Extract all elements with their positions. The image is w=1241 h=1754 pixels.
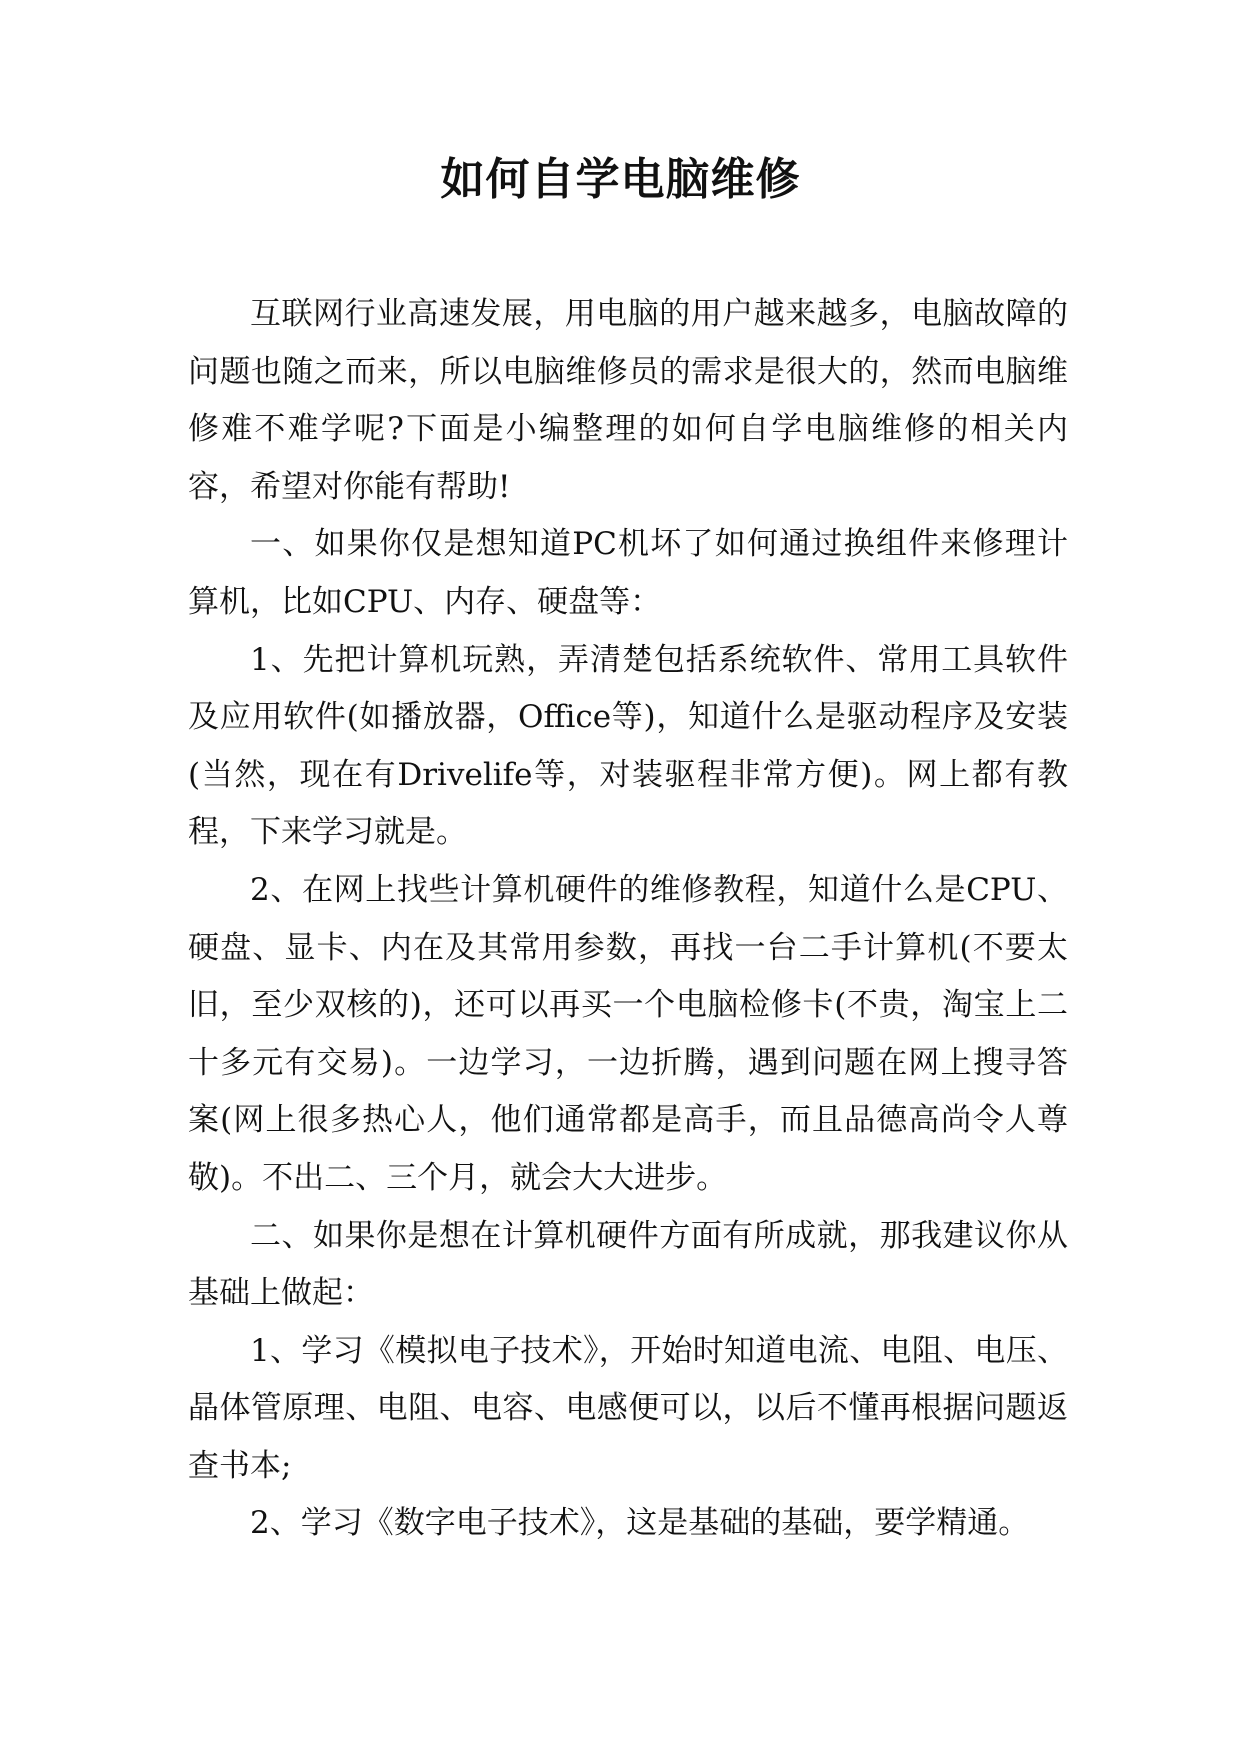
paragraph-item-1-2: 2、在网上找些计算机硬件的维修教程，知道什么是CPU、硬盘、显卡、内在及其常用参数，再找一台二手计算机(不要太旧，至少双核的)，还可以再买一个电脑检修卡(不贵，淘宝上二十多元有交易)。一边学习，一边折腾，遇到问题在网上搜寻答案(网上很多热心人，他们通常都是高手，而且品德高尚令人尊敬)。不出二、三个月，就会大大进步。 (188, 871, 1068, 1196)
paragraph-item-2-1: 1、学习《模拟电子技术》，开始时知道电流、电阻、电压、晶体管原理、电阻、电容、电感便可以，以后不懂再根据问题返查书本; (188, 1332, 1068, 1484)
paragraph-section-2: 二、如果你是想在计算机硬件方面有所成就，那我建议你从基础上做起： (188, 1217, 1068, 1312)
document-body (188, 286, 1068, 1553)
paragraph-intro: 互联网行业高速发展，用电脑的用户越来越多，电脑故障的问题也随之而来，所以电脑维修员的需求是很大的，然而电脑维修难不难学呢?下面是小编整理的如何自学电脑维修的相关内容，希望对你能有帮助! (188, 296, 1068, 505)
document-title: 如何自学电脑维修 (440, 154, 801, 205)
paragraph-item-2-2: 2、学习《数字电子技术》，这是基础的基础，要学精通。 (250, 1505, 1030, 1542)
paragraph-section-1: 一、如果你仅是想知道PC机坏了如何通过换组件来修理计算机，比如CPU、内存、硬盘等： (188, 526, 1068, 620)
paragraph-item-1-1: 1、先把计算机玩熟，弄清楚包括系统软件、常用工具软件及应用软件(如播放器，Office等)，知道什么是驱动程序及安装(当然，现在有Drivelife等，对装驱程非常方便)。网上都有教程，下来学习就是。 (188, 641, 1068, 851)
